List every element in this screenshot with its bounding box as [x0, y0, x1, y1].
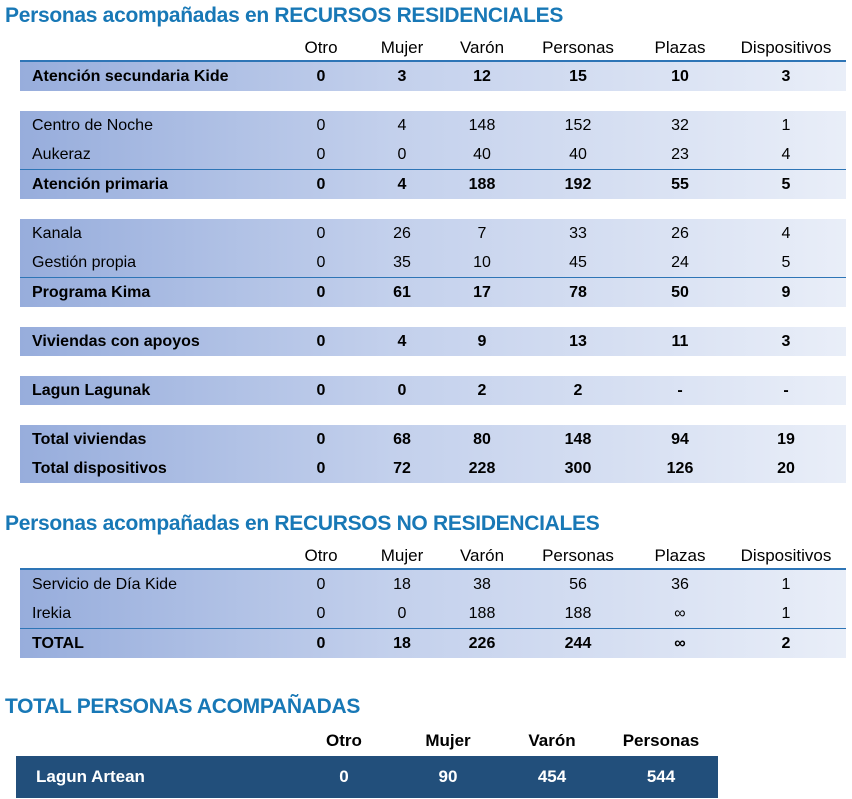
table-body: [16, 756, 718, 798]
value-cell: 26: [393, 224, 411, 242]
section-total-personas: [0, 694, 852, 798]
section-recursos-residenciales: [0, 3, 852, 483]
value-cell: ∞: [674, 604, 686, 622]
value-cell: 78: [569, 283, 587, 301]
row-label: Lagun Lagunak: [32, 381, 151, 399]
value-cell: 0: [397, 145, 407, 163]
column-header: Dispositivos: [740, 546, 832, 565]
row-label: Viviendas con apoyos: [32, 332, 200, 350]
column-header: Dispositivos: [740, 38, 832, 57]
value-cell: 0: [316, 67, 326, 85]
value-cell: 15: [569, 67, 587, 85]
value-cell: 3: [781, 67, 791, 85]
value-cell: 0: [316, 459, 326, 477]
value-cell: 19: [777, 430, 795, 448]
row-label: Aukeraz: [32, 145, 91, 163]
row-group: [16, 756, 718, 798]
value-cell: 188: [564, 604, 592, 622]
value-cell: 17: [473, 283, 491, 301]
value-cell: 300: [564, 459, 592, 477]
value-cell: -: [783, 381, 789, 399]
row-label: Centro de Noche: [32, 116, 153, 134]
section-recursos-no-residenciales: [0, 511, 852, 658]
row-group: [20, 111, 846, 199]
table-body: [20, 568, 846, 658]
table-residenciales: [20, 36, 846, 483]
table-row: [20, 219, 846, 248]
value-cell: 45: [569, 253, 587, 271]
row-label: Servicio de Día Kide: [32, 575, 177, 593]
table-row: [20, 376, 846, 405]
table-header-row: [20, 544, 846, 568]
value-cell: 0: [316, 332, 326, 350]
column-header: Personas: [622, 731, 700, 750]
value-cell: 68: [393, 430, 411, 448]
column-header: Mujer: [380, 38, 424, 57]
column-header: Plazas: [654, 546, 706, 565]
table-row: [20, 568, 846, 599]
row-label: Lagun Artean: [36, 767, 145, 786]
column-header: Varón: [459, 546, 505, 565]
header-spacer: [20, 58, 280, 60]
value-cell: 0: [339, 767, 349, 786]
value-cell: 55: [671, 175, 689, 193]
section-title: Personas acompañadas en RECURSOS NO RESIDENCIALES: [5, 512, 600, 535]
value-cell: 3: [781, 332, 791, 350]
value-cell: 4: [397, 332, 407, 350]
value-cell: 2: [477, 381, 487, 399]
value-cell: 148: [468, 116, 496, 134]
row-group: [20, 425, 846, 483]
value-cell: 148: [564, 430, 592, 448]
value-cell: 80: [473, 430, 491, 448]
row-label: Gestión propia: [32, 253, 137, 271]
value-cell: 94: [671, 430, 689, 448]
value-cell: 2: [573, 381, 583, 399]
value-cell: 0: [316, 634, 326, 652]
value-cell: 23: [671, 145, 689, 163]
row-label: Total viviendas: [32, 430, 147, 448]
table-row: [20, 140, 846, 169]
value-cell: 0: [316, 224, 326, 242]
value-cell: 152: [564, 116, 592, 134]
column-header: Personas: [542, 38, 614, 57]
section-title: Personas acompañadas en RECURSOS RESIDENCIALES: [5, 4, 564, 27]
value-cell: 36: [671, 575, 689, 593]
table-row: [20, 277, 846, 307]
table-row: [20, 454, 846, 483]
value-cell: 0: [397, 381, 407, 399]
column-header: Otro: [304, 546, 338, 565]
value-cell: 192: [564, 175, 592, 193]
table-row: [20, 425, 846, 454]
value-cell: 13: [569, 332, 587, 350]
value-cell: 4: [397, 116, 407, 134]
table-body: [20, 60, 846, 483]
value-cell: 10: [473, 253, 491, 271]
value-cell: 32: [671, 116, 689, 134]
value-cell: 4: [781, 145, 791, 163]
table-row: [20, 327, 846, 356]
value-cell: 0: [316, 253, 326, 271]
value-cell: 1: [781, 116, 791, 134]
row-group: [20, 376, 846, 405]
column-header: Mujer: [425, 731, 471, 750]
value-cell: 72: [393, 459, 411, 477]
table-row: [20, 169, 846, 199]
value-cell: 126: [666, 459, 694, 477]
value-cell: 24: [671, 253, 689, 271]
row-label: Programa Kima: [32, 283, 151, 301]
row-label: Irekia: [32, 604, 72, 622]
value-cell: 0: [397, 604, 407, 622]
value-cell: 20: [777, 459, 795, 477]
value-cell: 38: [473, 575, 491, 593]
value-cell: 454: [537, 767, 567, 786]
value-cell: 5: [781, 175, 791, 193]
row-label: TOTAL: [32, 634, 84, 652]
value-cell: 0: [316, 604, 326, 622]
row-group: [20, 568, 846, 658]
value-cell: 12: [473, 67, 491, 85]
value-cell: 50: [671, 283, 689, 301]
value-cell: 40: [473, 145, 491, 163]
value-cell: 2: [781, 634, 791, 652]
row-group: [20, 327, 846, 356]
value-cell: 0: [316, 116, 326, 134]
column-header: Personas: [542, 546, 614, 565]
value-cell: 7: [477, 224, 487, 242]
value-cell: 0: [316, 575, 326, 593]
table-total: [16, 729, 718, 798]
table-row: [20, 60, 846, 91]
value-cell: 226: [468, 634, 496, 652]
column-header: Plazas: [654, 38, 706, 57]
value-cell: 0: [316, 175, 326, 193]
table-header-row: [16, 729, 718, 753]
section-title: TOTAL PERSONAS ACOMPAÑADAS: [5, 695, 361, 718]
value-cell: 4: [397, 175, 407, 193]
value-cell: ∞: [674, 634, 686, 652]
value-cell: -: [677, 381, 683, 399]
value-cell: 1: [781, 575, 791, 593]
row-label: Total dispositivos: [32, 459, 167, 477]
table-row: [20, 111, 846, 140]
column-header: Otro: [326, 731, 362, 750]
value-cell: 544: [646, 767, 676, 786]
value-cell: 10: [671, 67, 689, 85]
row-label: Kanala: [32, 224, 82, 242]
header-spacer: [20, 566, 280, 568]
value-cell: 9: [477, 332, 487, 350]
column-header: Otro: [304, 38, 338, 57]
table-no-residenciales: [20, 544, 846, 658]
value-cell: 90: [438, 767, 458, 786]
value-cell: 11: [671, 332, 689, 350]
value-cell: 18: [393, 575, 411, 593]
table-header-row: [20, 36, 846, 60]
value-cell: 33: [569, 224, 587, 242]
value-cell: 9: [781, 283, 791, 301]
value-cell: 56: [569, 575, 587, 593]
column-header: Varón: [459, 38, 505, 57]
table-row: [20, 628, 846, 658]
value-cell: 188: [468, 175, 496, 193]
row-label: Atención secundaria Kide: [32, 67, 229, 85]
row-group: [20, 219, 846, 307]
value-cell: 188: [468, 604, 496, 622]
column-header: Varón: [528, 731, 576, 750]
value-cell: 0: [316, 381, 326, 399]
value-cell: 61: [393, 283, 411, 301]
value-cell: 40: [569, 145, 587, 163]
value-cell: 0: [316, 145, 326, 163]
value-cell: 1: [781, 604, 791, 622]
row-label: Atención primaria: [32, 175, 169, 193]
value-cell: 3: [397, 67, 407, 85]
column-header: Mujer: [380, 546, 424, 565]
table-row: [20, 599, 846, 628]
value-cell: 0: [316, 283, 326, 301]
value-cell: 0: [316, 430, 326, 448]
table-row: [20, 248, 846, 277]
row-group: [20, 60, 846, 91]
value-cell: 244: [564, 634, 592, 652]
value-cell: 26: [671, 224, 689, 242]
table-row: [16, 756, 718, 798]
value-cell: 4: [781, 224, 791, 242]
value-cell: 228: [468, 459, 496, 477]
value-cell: 35: [393, 253, 411, 271]
value-cell: 18: [393, 634, 411, 652]
header-spacer: [16, 751, 292, 753]
value-cell: 5: [781, 253, 791, 271]
